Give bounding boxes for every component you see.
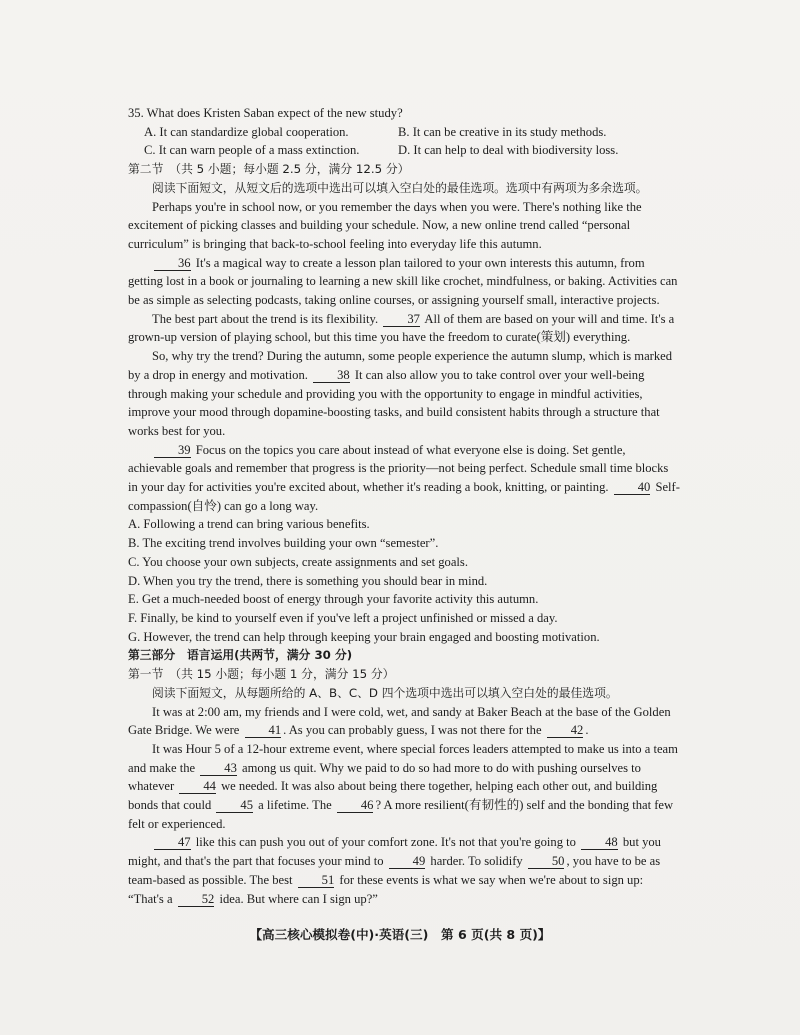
page-footer: 【高三核心模拟卷(中)·英语(三) 第 6 页(共 8 页)】 [249,927,551,942]
option-35-b: B. It can be creative in its study methods. [398,124,607,139]
cloze-2-text-d: a lifetime. The [258,798,332,813]
part-3-title: 第三部分 语言运用(共两节，满分 30 分) [128,648,353,663]
question-35-stem: 35. What does Kristen Saban expect of the new study? [128,106,403,120]
cloze-2-text-a: It was Hour 5 of a 12-hour extreme event, where special forces leaders attempted to make us into a team and make the [128,741,678,775]
paragraph-2-text: It's a magical way to create a lesson plan tailored to your own interests this autumn, from getting lost in a book or journaling to learning a new skill like crochet, mindfulness, or baking. Activities can be as simple as selecting podcasts, taking online courses, or assigning yourself small, interactive projects. [128,255,678,308]
choice-a: A. Following a trend can bring various benefits. [128,517,370,532]
question-35-options-row-2 [128,141,680,160]
blank-39: 39 [154,443,191,458]
cloze-2-text-c: we needed. It was also about being there together, helping each other out, and building bonds that could [128,779,658,813]
cloze-3-text-c: harder. To solidify [430,854,523,869]
blank-37: 37 [383,312,420,327]
choice-d: D. When you try the trend, there is something you should bear in mind. [128,573,488,588]
section-2-instruction: 阅读下面短文，从短文后的选项中选出可以填入空白处的最佳选项。选项中有两项为多余选项。 [152,180,648,195]
option-35-d: D. It can help to deal with biodiversity loss. [398,143,619,158]
choice-e: E. Get a much-needed boost of energy through your favorite activity this autumn. [128,592,539,607]
blank-46: 46 [337,798,374,813]
cloze-1-text-b: . As you can probably guess, I was not there for the [283,723,542,738]
paragraph-4-text-a: So, why try the trend? During the autumn, some people experience the autumn slump, which is marked by a drop in energy and motivation. [128,349,673,382]
paragraph-3-text-b: All of them are based on your will and time. It's a grown-up version of playing school, but this time you have the freedom to curate(策划) everything. [128,311,675,345]
blank-43: 43 [200,761,237,776]
cloze-paragraph-3 [128,833,680,908]
blank-41: 41 [245,723,282,738]
blank-40: 40 [614,480,651,495]
blank-51: 51 [298,873,335,888]
blank-47: 47 [154,835,191,850]
cloze-3-text-d: , you have to be as team-based as possible. The best [128,854,661,887]
paragraph-5-text-a: Focus on the topics you care about instead of what everyone else is doing. Set gentle, achievable goals and remember that progress is the priority—not being perfect. Schedule small time blocks in your day for activities you're excited about, whether it's reading a book, knitting, or painting. [128,442,669,495]
choice-b: B. The exciting trend involves building your own “semester”. [128,536,439,551]
cloze-3-text-e: for these events is what we say when we're about to sign up: “That's a [128,872,644,906]
section-2-heading: 第二节 （共 5 小题；每小题 2.5 分，满分 12.5 分） [128,162,410,177]
part-3-instruction: 阅读下面短文，从每题所给的 A、B、C、D 四个选项中选出可以填入空白处的最佳选项。 [152,685,618,700]
blank-52: 52 [178,892,215,907]
blank-44: 44 [179,779,216,794]
choice-g: G. However, the trend can help through keeping your brain engaged and boosting motivation. [128,629,600,644]
blank-42: 42 [547,723,584,738]
option-35-a: A. It can standardize global cooperation. [144,124,349,139]
choice-c: C. You choose your own subjects, create assignments and set goals. [128,554,468,569]
cloze-1-text-c: . [585,723,589,738]
cloze-3-text-f: idea. But where can I sign up?” [219,891,378,906]
blank-38: 38 [313,368,350,383]
cloze-paragraph-2 [128,740,680,834]
cloze-2-text-e: ? A more resilient(有韧性的) self and the bonding that few felt or experienced. [128,798,674,831]
blank-48: 48 [581,835,618,850]
blank-45: 45 [216,798,253,813]
blank-36: 36 [154,256,191,271]
paragraph-3-text-a: The best part about the trend is its flexibility. [152,311,379,326]
blank-49: 49 [389,854,426,869]
passage-paragraph-2 [128,254,680,310]
option-35-c: C. It can warn people of a mass extinction. [144,143,360,158]
passage-paragraph-3 [128,310,680,347]
passage-paragraph-4 [128,347,680,441]
passage-paragraph-5 [128,441,680,516]
cloze-paragraph-1 [128,703,680,740]
choice-f: F. Finally, be kind to yourself even if you've left a project unfinished or missed a day. [128,610,558,625]
cloze-2-text-b: among us quit. Why we paid to do so had more to do with pushing ourselves to whatever [128,760,641,794]
cloze-3-text-b: but you might, and that's the part that focuses your mind to [128,835,661,869]
paragraph-5-text-b: Self-compassion(自怜) can go a long way. [128,480,680,513]
part-3-section-1-heading: 第一节 （共 15 小题；每小题 1 分，满分 15 分） [128,667,395,682]
blank-50: 50 [528,854,565,869]
cloze-1-text-a: It was at 2:00 am, my friends and I were cold, wet, and sandy at Baker Beach at the base of the Golden Gate Bridge. We were [128,704,671,738]
passage-paragraph-1: Perhaps you're in school now, or you remember the days when you were. There's nothing like the excitement of picking classes and building your schedule. Now, a new online trend called “personal curriculum” is bringing that back-to-school feeling into everyday life this autumn. [128,199,642,251]
cloze-3-text-a: like this can push you out of your comfort zone. It's not that you're going to [195,835,576,850]
page-content [128,104,680,908]
paragraph-4-text-b: It can also allow you to take control over your well-being through making your schedule and providing you with the opportunity to engage in mindful activities, improve your mood through dopamine-boosting tasks, and build consistent habits through a structure that works best for you. [128,367,660,438]
question-35-options-row-1 [128,123,680,142]
